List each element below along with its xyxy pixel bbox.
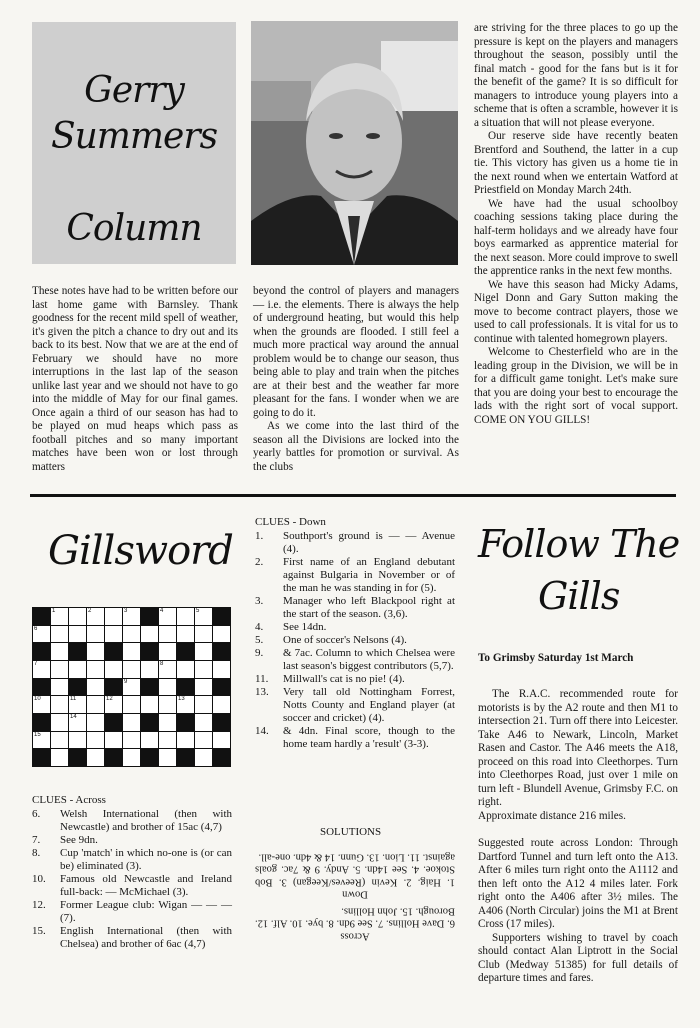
black-square [33,608,50,625]
column-text-3 [474,22,678,427]
clue-text: Famous old Newcastle and Ireland full-back: — McMichael (3). [60,873,232,898]
column-title-line-1: Gerry [84,70,184,111]
grid-square [51,626,68,643]
follow-paragraph: The R.A.C. recommended route for motorists is by the A2 route and then M1 to intersection 21. Turn off there into Leicester. Take A46 to Newark, Lincoln, Market Rasen and Castor. The A46 meets the A18, proceed on this road into Cleethorpes. Turn into Cleethorpes Road, just over 1 mile on turn left - Blundell Avenue, Grimsby F.C. on right. [478,688,678,808]
clue-item [255,725,455,751]
black-square [213,749,230,766]
grid-number: 2 [88,608,92,614]
grid-square [51,679,68,696]
black-square [213,679,230,696]
clue-number: 12. [32,899,46,911]
column-title-line-3: Column [66,208,202,249]
grid-square [159,696,176,713]
grid-number: 11 [70,696,77,703]
black-square [69,749,86,766]
grid-square [177,696,194,713]
clue-text: Manager who left Blackpool right at the start of the season. (3,6). [283,595,455,620]
grid-square [159,714,176,731]
grid-number: 3 [124,608,128,614]
grid-square [51,732,68,749]
grid-square [87,661,104,678]
black-square [105,749,122,766]
grid-square [195,679,212,696]
column-text-2 [253,285,459,474]
grid-square [123,608,140,625]
grid-square [105,732,122,749]
across-heading: CLUES - Across [32,794,106,806]
clue-number: 3. [255,595,264,607]
solutions-down-text: 1. Haig. 2. Kevin (Reeves/Keegan) 3. Bob Stokoe. 4. See 14dn. 5. Andy. 9 & 7ac. goals against. 11. Lion. 13. Gunn. 14 & 4dn. one-all. [255,851,455,888]
black-square [177,643,194,660]
grid-square [177,608,194,625]
clue-text: Southport's ground is — — Avenue (4). [283,530,455,555]
grid-square [105,661,122,678]
grid-square [177,626,194,643]
grid-square [123,749,140,766]
column-paragraph: beyond the control of players and managers — i.e. the elements. There is always the help of underground heating, but would this help when the grounds are flooded. I still feel a much more practical way around the annual problem would be to change our season, thus being able to play and train when the pitches are at their best and the weather far more pleasant for the fans. I wonder when we are going to do it. [253,285,459,419]
clue-item [32,847,232,873]
grid-square [123,696,140,713]
black-square [69,679,86,696]
follow-title-line-2: Gills [538,574,620,618]
black-square [33,749,50,766]
black-square [141,714,158,731]
black-square [177,714,194,731]
grid-square [213,732,230,749]
clue-text: Millwall's cat is no pie! (4). [283,673,405,685]
grid-square [87,696,104,713]
clue-item [32,808,232,834]
black-square [141,643,158,660]
column-title-line-2: Summers [50,116,218,157]
clue-text: English International (then with Chelsea) and brother of 6ac (4,7) [60,925,232,950]
grid-number: 14 [70,713,77,720]
grid-square [87,679,104,696]
black-square [213,608,230,625]
grid-square [87,608,104,625]
grid-square [69,714,86,731]
clue-item [255,530,455,556]
black-square [33,714,50,731]
grid-number: 6 [34,625,38,632]
clue-text: First name of an England debutant against Bulgaria in November or of the man he was standing in for (5). [283,556,455,594]
clue-number: 11. [255,673,269,685]
grid-square [213,661,230,678]
grid-square [123,643,140,660]
grid-square [159,661,176,678]
grid-number: 4 [160,608,164,614]
column-paragraph: Welcome to Chesterfield who are in the leading group in the Division, we will be in for a difficult game tonight. Let's make sure that you are doing your best to encourage the lads with the right sort of vocal support. COME ON YOU GILLS! [474,346,678,426]
grid-square [123,679,140,696]
grid-square [51,661,68,678]
clue-item [255,647,455,673]
grid-square [141,696,158,713]
follow-title-line-1: Follow The [478,522,680,566]
grid-square [105,626,122,643]
grid-square [141,732,158,749]
follow-text [478,688,678,986]
clue-number: 13. [255,686,269,698]
grid-square [87,643,104,660]
black-square [213,643,230,660]
grid-number: 8 [160,660,164,667]
column-paragraph: We have had the usual schoolboy coaching sessions taking place during the half-term holidays and we already have four boys earmarked as apprentice material for the next season. More could improve to swell the apprentice ranks in the next few months. [474,197,678,277]
clue-number: 2. [255,556,264,568]
solutions-heading: SOLUTIONS [320,826,382,838]
grid-square [33,732,50,749]
clue-number: 9. [255,647,264,659]
clue-item [255,686,455,725]
clue-item [255,621,455,634]
clue-number: 8. [32,847,41,859]
grid-square [123,732,140,749]
grid-square [195,714,212,731]
black-square [213,714,230,731]
grid-square [159,749,176,766]
black-square [141,749,158,766]
column-paragraph: As we come into the last third of the season all the Divisions are locked into the yearly battles for promotion or survival. As the clubs [253,420,459,473]
clue-text: See 9dn. [60,834,98,846]
grid-number: 5 [196,608,200,614]
clue-number: 6. [32,808,41,820]
column-text-1 [32,285,238,474]
black-square [141,608,158,625]
follow-distance: Approximate distance 216 miles. [478,809,626,822]
grid-number: 13 [178,696,185,703]
clue-number: 15. [32,925,46,937]
column-paragraph: These notes have had to be written before our last home game with Barnsley. Thank goodness for the recent mild spell of weather, it's given the pitch a chance to dry out and its back to its best. Now that we are at the end of February we should have no more interruptions in the last lap of the season unlike last year and we should not have to go into the middle of May for our final games. Once again a third of our season has had to be played on mud heaps which pass as football pitches and so many important matches have been won or lost through matters [32,285,238,473]
clue-item [255,556,455,595]
grid-square [123,661,140,678]
black-square [105,643,122,660]
grid-square [87,714,104,731]
grid-square [123,626,140,643]
grid-square [195,643,212,660]
column-paragraph: are striving for the three places to go up the pressure is kept on the players and managers throughout the season, possibly until the final match - good for the fans but is it for the benefit of the game? It is so difficult for managers to introduce young players into a scheme that is often a scramble, however it is a situation that will not please everyone. [474,22,678,129]
grid-square [195,626,212,643]
clue-item [32,873,232,899]
down-clues [255,516,455,751]
solutions-across-text: 6. Dave Hollins. 7. See 9dn. 8. bye. 10. Alf. 12. Borough. 15. John Hollins. [255,905,455,929]
grid-square [87,732,104,749]
clue-item [32,899,232,925]
black-square [69,643,86,660]
black-square [105,679,122,696]
across-clue-list [32,808,232,951]
grid-square [105,608,122,625]
black-square [177,679,194,696]
grid-square [213,626,230,643]
grid-number: 1 [52,608,56,614]
solutions-upside-down [255,850,455,942]
clue-item [255,634,455,647]
gillsword-title: Gillsword [48,528,233,574]
grid-square [141,661,158,678]
grid-square [51,696,68,713]
grid-square [33,626,50,643]
grid-square [159,608,176,625]
grid-square [195,608,212,625]
across-clues [32,794,232,951]
solutions-across-label: Across [340,930,370,942]
grid-square [159,643,176,660]
clue-item [255,673,455,686]
grid-number: 10 [34,696,41,703]
clue-number: 14. [255,725,269,737]
clue-item [255,595,455,621]
grid-square [159,679,176,696]
clue-number: 5. [255,634,264,646]
down-heading: CLUES - Down [255,516,326,528]
grid-square [177,732,194,749]
clue-text: Cup 'match' in which no-one is (or can be) eliminated (3). [60,847,232,872]
follow-paragraph: Suggested route across London: Through Dartford Tunnel and turn left onto the A13. After 6 miles turn right onto the A1112 and then left onto the A12 4 miles later. Fork right onto the A406 after 3½ miles. The A406 (North Circular) joins the M1 at Brent Cross (17 miles). [478,837,678,930]
black-square [177,749,194,766]
grid-square [51,714,68,731]
grid-number: 7 [34,660,38,667]
grid-number: 15 [34,731,41,738]
grid-square [69,732,86,749]
section-divider [30,494,676,497]
clue-text: Welsh International (then with Newcastle) and brother of 15ac (4,7) [60,808,232,833]
clue-text: Former League club: Wigan — — — (7). [60,899,232,924]
grid-square [105,696,122,713]
grid-square [69,626,86,643]
gerry-summers-photo [251,21,458,265]
grid-square [51,643,68,660]
column-paragraph: Our reserve side have recently beaten Brentford and Southend, the latter in a cup tie. This victory has given us a home tie in the next round when we entertain Watford at Priestfield on Monday March 24th. [474,130,678,196]
black-square [105,714,122,731]
grid-square [195,696,212,713]
black-square [33,643,50,660]
grid-square [195,749,212,766]
grid-square [69,608,86,625]
clue-text: & 4dn. Final score, though to the home team hardly a 'result' (3-3). [283,725,455,750]
grid-square [87,749,104,766]
follow-paragraph: Supporters wishing to travel by coach should contact Alan Liptrott in the Social Club (Medway 51385) for full details of departure times and fares. [478,931,678,984]
clue-number: 7. [32,834,41,846]
clue-number: 1. [255,530,264,542]
grid-number: 9 [124,678,128,685]
portrait-image [251,21,458,265]
follow-subtitle: To Grimsby Saturday 1st March [478,652,634,664]
column-title-panel [32,22,236,264]
clue-text: One of soccer's Nelsons (4). [283,634,407,646]
clue-item [32,834,232,847]
grid-square [51,749,68,766]
grid-square [159,626,176,643]
black-square [141,679,158,696]
grid-square [69,661,86,678]
column-paragraph: We have this season had Micky Adams, Nigel Donn and Gary Sutton making the move to become contract players, those we used to call professionals. It is vital for us to continue with talented homegrown players. [474,278,678,345]
grid-square [69,696,86,713]
down-clue-list [255,530,455,751]
clue-text: See 14dn. [283,621,327,633]
grid-square [51,608,68,625]
grid-square [33,696,50,713]
clue-text: & 7ac. Column to which Chelsea were last season's biggest contributors (5,7). [283,647,455,672]
grid-square [177,661,194,678]
black-square [33,679,50,696]
grid-number: 12 [106,696,113,703]
clue-number: 4. [255,621,264,633]
solutions-down-label: Down [342,889,368,900]
clue-item [32,925,232,951]
grid-square [195,732,212,749]
grid-square [159,732,176,749]
grid-square [33,661,50,678]
clue-number: 10. [32,873,46,885]
grid-square [141,626,158,643]
clue-text: Very tall old Nottingham Forrest, Notts County and England player (at soccer and cricket) (4). [283,686,455,724]
grid-square [87,626,104,643]
grid-square [123,714,140,731]
grid-square [195,661,212,678]
crossword-grid [32,607,231,767]
grid-square [213,696,230,713]
